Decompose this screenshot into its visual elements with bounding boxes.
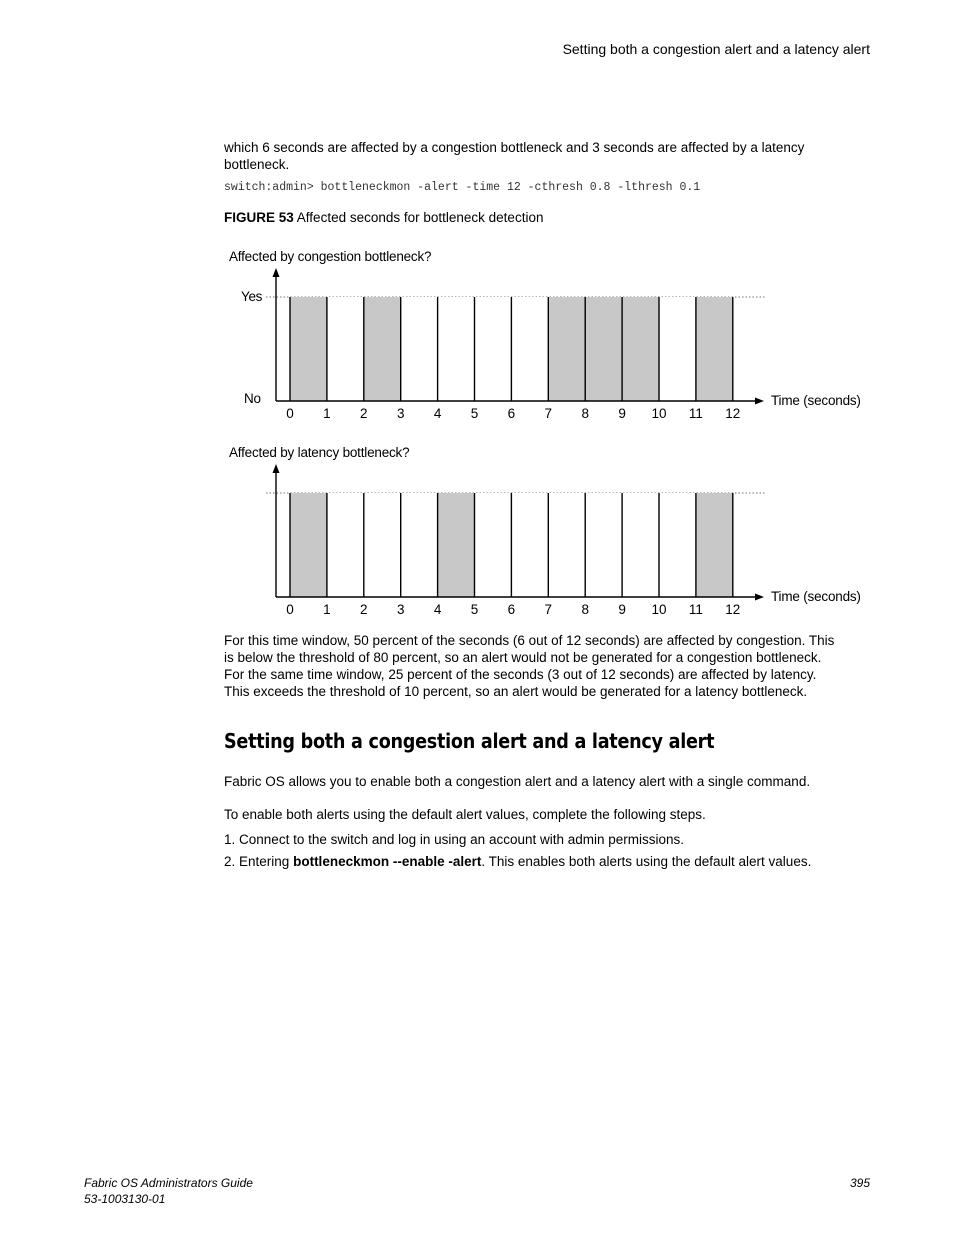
y-axis-arrow xyxy=(273,268,280,277)
x-tick-label: 1 xyxy=(323,406,331,421)
footer-page-number: 395 xyxy=(849,1176,870,1190)
summary-line: is below the threshold of 80 percent, so an alert would not be generated for a congestion bottleneck. xyxy=(224,650,822,665)
interval-bar xyxy=(475,297,512,401)
step-text-post: . This enables both alerts using the default alert values. xyxy=(481,854,812,869)
chart-title: Affected by congestion bottleneck? xyxy=(229,249,432,264)
x-tick-label: 2 xyxy=(360,406,368,421)
x-tick-label: 0 xyxy=(286,406,294,421)
x-tick-label: 3 xyxy=(396,602,405,617)
interval-bar xyxy=(364,493,401,597)
x-tick-label: 12 xyxy=(725,406,741,421)
summary-line: For this time window, 50 percent of the seconds (6 out of 12 seconds) are affected by congestion. This xyxy=(224,633,835,648)
footer-book-title: Fabric OS Administrators Guide xyxy=(84,1176,253,1190)
y-axis-arrow xyxy=(273,464,280,473)
interval-bar xyxy=(548,297,585,401)
interval-bar xyxy=(438,297,475,401)
x-tick-label: 5 xyxy=(470,406,479,421)
step-item xyxy=(224,832,684,847)
x-tick-label: 10 xyxy=(651,406,667,421)
interval-bar xyxy=(438,493,475,597)
x-tick-label: 10 xyxy=(651,602,667,617)
x-tick-label: 4 xyxy=(433,406,442,421)
step-command: bottleneckmon --enable -alert xyxy=(293,854,482,869)
x-tick-label: 11 xyxy=(688,406,703,421)
section-paragraph-2: To enable both alerts using the default alert values, complete the following steps. xyxy=(224,807,706,822)
x-tick-label: 0 xyxy=(286,602,294,617)
interval-bar xyxy=(511,297,548,401)
step-item xyxy=(224,854,811,869)
x-tick-label: 7 xyxy=(544,406,553,421)
x-axis-arrow xyxy=(755,594,764,601)
x-tick-label: 9 xyxy=(618,406,626,421)
interval-bar xyxy=(290,493,327,597)
step-number: 2. xyxy=(224,854,236,869)
x-tick-label: 7 xyxy=(544,602,553,617)
summary-line: This exceeds the threshold of 10 percent, so an alert would be generated for a latency bottleneck. xyxy=(224,684,808,699)
section-heading: Setting both a congestion alert and a latency alert xyxy=(224,729,715,753)
step-text-pre: Entering xyxy=(239,854,294,869)
intro-paragraph: which 6 seconds are affected by a congestion bottleneck and 3 seconds are affected by a latency bottleneck. xyxy=(224,140,805,172)
interval-bar xyxy=(401,297,438,401)
running-header: Setting both a congestion alert and a latency alert xyxy=(562,41,870,57)
figure-caption-text: Affected seconds for bottleneck detection xyxy=(296,210,544,225)
interval-bar xyxy=(659,493,696,597)
x-tick-label: 6 xyxy=(507,406,516,421)
interval-bar xyxy=(548,493,585,597)
interval-bar xyxy=(585,297,622,401)
interval-bar xyxy=(475,493,512,597)
interval-bar xyxy=(696,297,733,401)
x-tick-label: 5 xyxy=(470,602,479,617)
step-text: Connect to the switch and log in using an account with admin permissions. xyxy=(239,832,685,847)
x-tick-label: 1 xyxy=(323,602,331,617)
x-tick-label: 2 xyxy=(360,602,368,617)
x-tick-label: 4 xyxy=(433,602,442,617)
interval-bar xyxy=(327,297,364,401)
x-tick-label: 12 xyxy=(725,602,741,617)
interval-bar xyxy=(364,297,401,401)
command-example: switch:admin> bottleneckmon -alert -time 12 -cthresh 0.8 -lthresh 0.1 xyxy=(224,181,701,194)
congestion-chart xyxy=(229,249,861,421)
interval-bar xyxy=(696,493,733,597)
interval-bar xyxy=(327,493,364,597)
x-tick-label: 11 xyxy=(688,602,703,617)
interval-bar xyxy=(659,297,696,401)
summary-paragraph xyxy=(224,632,864,700)
interval-bar xyxy=(585,493,622,597)
x-tick-label: 8 xyxy=(581,406,589,421)
figure-label: FIGURE 53 xyxy=(224,210,294,225)
x-tick-label: 3 xyxy=(396,406,405,421)
step-number: 1. xyxy=(224,832,236,847)
x-tick-label: 6 xyxy=(507,602,516,617)
summary-line: For the same time window, 25 percent of the seconds (3 out of 12 seconds) are affected by latency. xyxy=(224,667,817,682)
chart-title: Affected by latency bottleneck? xyxy=(229,445,410,460)
y-tick-label: No xyxy=(244,391,261,406)
footer-doc-number: 53-1003130-01 xyxy=(84,1192,166,1206)
x-tick-label: 9 xyxy=(618,602,626,617)
x-axis-label: Time (seconds) xyxy=(771,393,861,408)
y-tick-label: Yes xyxy=(241,289,263,304)
section-paragraph-1: Fabric OS allows you to enable both a congestion alert and a latency alert with a single command. xyxy=(224,774,811,789)
latency-chart xyxy=(229,445,861,617)
interval-bar xyxy=(401,493,438,597)
x-tick-label: 8 xyxy=(581,602,589,617)
interval-bar xyxy=(290,297,327,401)
interval-bar xyxy=(511,493,548,597)
x-axis-label: Time (seconds) xyxy=(771,589,861,604)
interval-bar xyxy=(622,297,659,401)
interval-bar xyxy=(622,493,659,597)
footer-left xyxy=(84,1175,253,1207)
x-axis-arrow xyxy=(755,398,764,405)
